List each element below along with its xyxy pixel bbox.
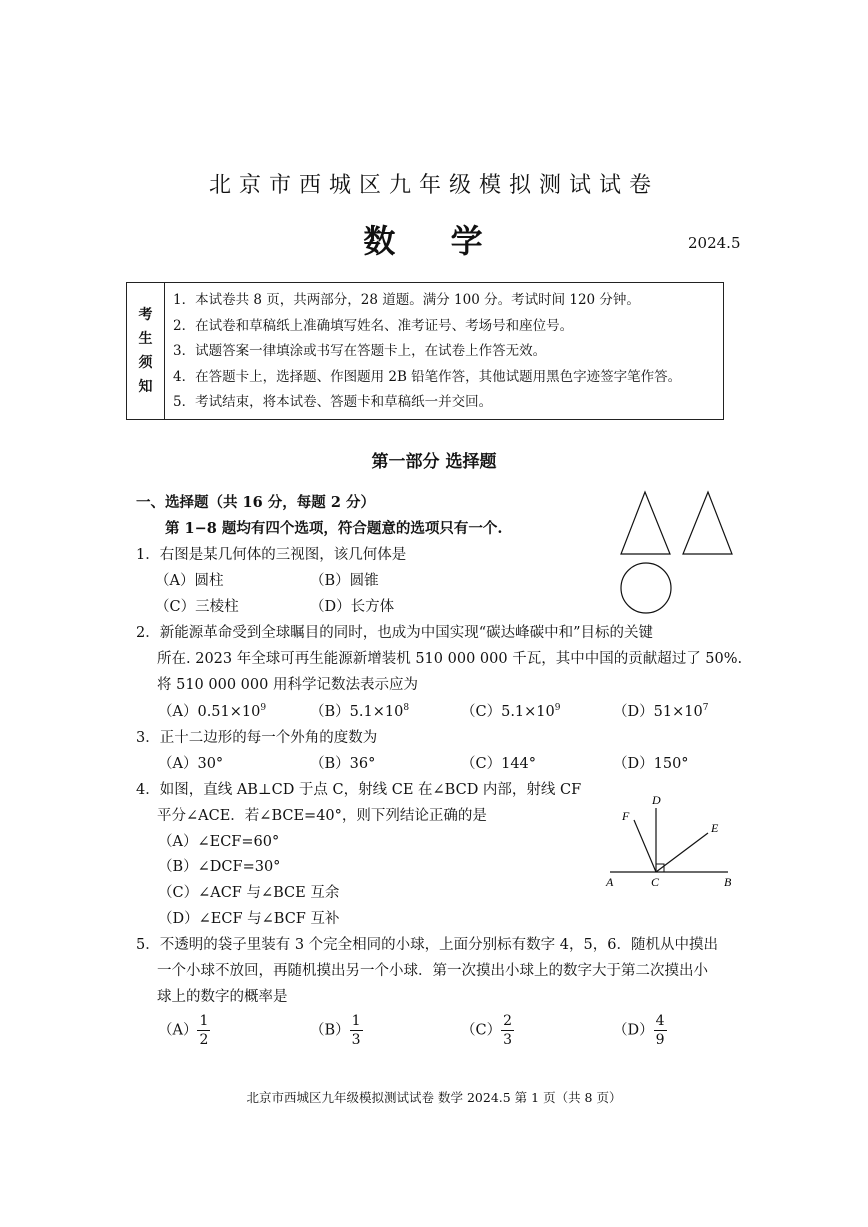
q2-option-c: $(C)5.1\times 10^9$	[461, 703, 561, 720]
notice-item: 1．本试卷共 8 页，共两部分，28 道题。满分 100 分。考试时间 120 分钟。	[173, 292, 640, 308]
notice-label-char: 考	[138, 307, 153, 323]
q5-line2: 一个小球不放回，再随机摸出另一个小球．第一次摸出小球上的数字大于第二次摸出小	[157, 963, 708, 979]
q3-stem: 3．正十二边形的每一个外角的度数为	[136, 730, 378, 746]
q2-option-b: $(B)5.1\times 10^8$	[310, 703, 410, 720]
page-footer: 北京市西城区九年级模拟测试试卷 数学 2024.5 第 1 页（共 8 页）	[246, 1090, 622, 1105]
three-view-figure	[612, 488, 742, 620]
candidate-notice-box	[126, 282, 724, 420]
q4-option-a: （A）∠ECF=60°	[158, 834, 280, 850]
point-label-d: D	[652, 793, 661, 807]
part-instruction: 第 1−8 题均有四个选项，符合题意的选项只有一个.	[165, 520, 503, 537]
q4-line2: 平分∠ACE．若∠BCE=40°，则下列结论正确的是	[157, 808, 487, 824]
front-view-triangle	[621, 492, 670, 554]
q4-option-b: （B）∠DCF=30°	[158, 859, 281, 875]
q1-option-d: （D）长方体	[310, 599, 395, 615]
q2-line3: 将 510 000 000 用科学记数法表示应为	[157, 677, 418, 693]
notice-item: 3．试题答案一律填涂或书写在答题卡上，在试卷上作答无效。	[173, 343, 547, 359]
point-label-b: B	[724, 875, 732, 889]
fraction: $\frac{2}{3}$	[503, 1013, 513, 1048]
q1-option-a: （A）圆柱	[155, 573, 224, 589]
fraction: $\frac{4}{9}$	[655, 1013, 665, 1048]
part-heading: 一、选择题（共 16 分，每题 2 分）	[136, 494, 375, 511]
q4-option-c: （C）∠ACF 与∠BCE 互余	[158, 885, 340, 901]
side-view-triangle	[683, 492, 732, 554]
notice-item: 2．在试卷和草稿纸上准确填写姓名、准考证号、考场号和座位号。	[173, 317, 574, 334]
q5-line3: 球上的数字的概率是	[157, 989, 288, 1005]
q5-option-c: （C） $\frac{2}{3}$	[461, 1013, 513, 1048]
angle-figure	[600, 790, 742, 890]
q2-line1: 2．新能源革命受到全球瞩目的同时，也成为中国实现“碳达峰碳中和”目标的关键	[136, 625, 654, 641]
q5-option-d: （D） $\frac{4}{9}$	[613, 1013, 665, 1048]
q2-option-a: $(A)0.51\times 10^9$	[158, 703, 267, 720]
notice-label	[127, 283, 165, 419]
top-view-circle	[621, 563, 671, 613]
q3-option-d: （D）150°	[613, 756, 689, 772]
fraction: $\frac{1}{3}$	[351, 1013, 361, 1048]
notice-item: 5．考试结束，将本试卷、答题卡和草稿纸一并交回。	[173, 394, 493, 410]
q4-option-d: （D）∠ECF 与∠BCF 互补	[158, 911, 340, 927]
q3-option-a: （A）30°	[158, 756, 224, 772]
point-label-f: F	[622, 809, 630, 823]
section-title: 第一部分 选择题	[371, 452, 497, 472]
q2-line2: 所在. 2023 年全球可再生能源新增装机 510 000 000 千瓦，其中中国的贡献超过了 50%.	[157, 651, 743, 667]
q1-option-c: （C）三棱柱	[155, 599, 239, 615]
q5-line1: 5．不透明的袋子里装有 3 个完全相同的小球，上面分别标有数字 4，5，6．随机从中摸出	[136, 937, 718, 953]
point-label-e: E	[711, 821, 719, 835]
q1-stem: 1．右图是某几何体的三视图，该几何体是	[136, 547, 407, 563]
ray-cf	[634, 820, 656, 872]
q3-option-b: （B）36°	[310, 756, 376, 772]
q5-option-a: （A） $\frac{1}{2}$	[158, 1013, 209, 1048]
notice-list	[173, 288, 681, 416]
point-label-a: A	[606, 875, 614, 889]
notice-label-char: 知	[138, 379, 153, 395]
q1-option-b: （B）圆锥	[310, 573, 379, 589]
notice-label-char: 生	[138, 331, 153, 347]
notice-label-char: 须	[138, 355, 153, 371]
exam-title: 北京市西城区九年级模拟测试试卷	[208, 173, 659, 198]
subject-title: 数 学	[363, 222, 505, 260]
point-label-c: C	[651, 875, 660, 889]
q3-option-c: （C）144°	[461, 756, 537, 772]
exam-date: 2024.5	[688, 234, 741, 252]
q2-option-d: $(D)51\times 10^7$	[613, 703, 709, 720]
notice-item: 4．在答题卡上，选择题、作图题用 2B 铅笔作答，其他试题用黑色字迹签字笔作答。	[173, 368, 682, 385]
q4-line1: 4．如图，直线 AB⊥CD 于点 C，射线 CE 在∠BCD 内部，射线 CF	[136, 782, 582, 798]
q5-option-b: （B） $\frac{1}{3}$	[310, 1013, 361, 1048]
fraction: $\frac{1}{2}$	[199, 1013, 209, 1048]
